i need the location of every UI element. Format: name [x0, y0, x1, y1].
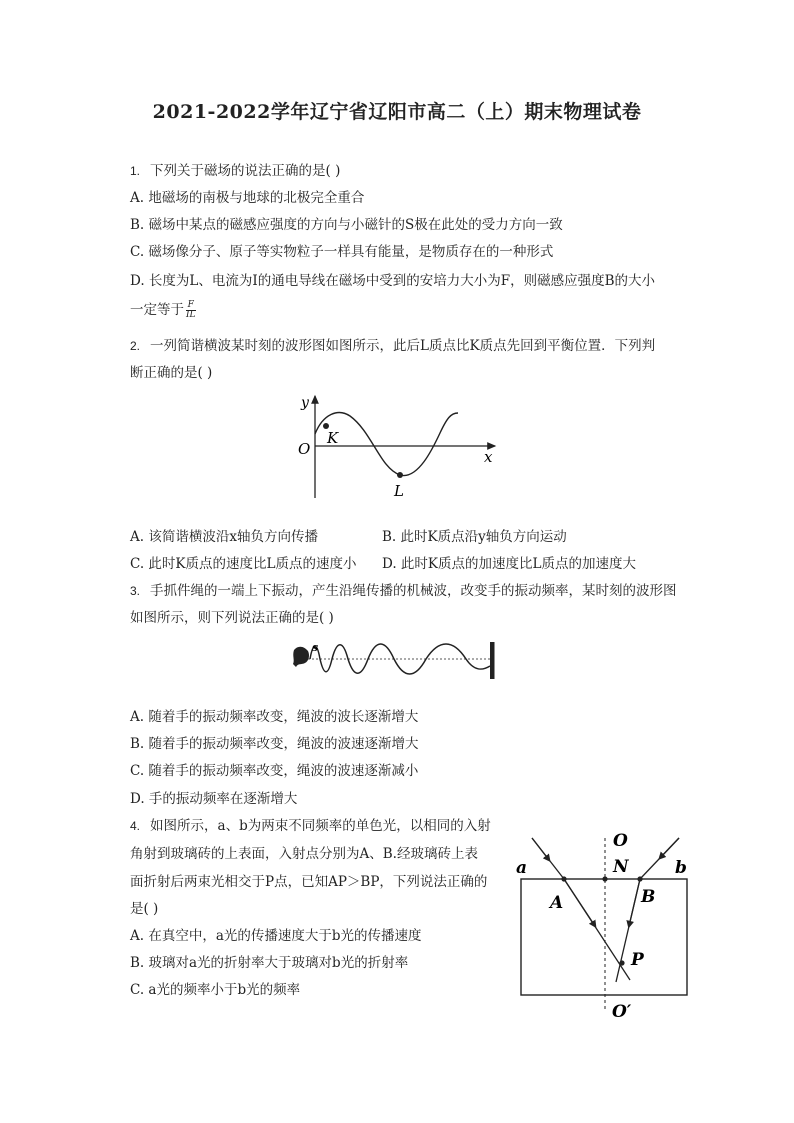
q3-option-c[interactable]: C. 随着手的振动频率改变，绳波的波速逐渐减小 — [130, 763, 419, 779]
q3-stem-line1 — [130, 581, 677, 601]
q4-stem-line1 — [130, 816, 491, 836]
q2-stem-text1: 一列简谐横波某时刻的波形图如图所示，此后L质点比K质点先回到平衡位置．下列判 — [150, 338, 656, 354]
q4-ray-b-refracted-arrow — [629, 879, 640, 926]
fraction-f-over-il — [186, 301, 196, 320]
q2-stem-line2: 断正确的是( ) — [130, 365, 213, 381]
q4-label-o-prime: O′ — [612, 1002, 632, 1020]
q4-point-a — [561, 876, 566, 881]
q4-label-p: P — [631, 950, 644, 970]
q2-option-b[interactable]: B. 此时K质点沿y轴负方向运动 — [382, 529, 567, 545]
q4-option-b[interactable]: B. 玻璃对a光的折射率大于玻璃对b光的折射率 — [130, 955, 409, 971]
q3-number: 3. — [130, 584, 141, 598]
q2-label-l: L — [394, 482, 404, 500]
hand-icon — [293, 647, 309, 667]
q2-option-c[interactable]: C. 此时K质点的速度比L质点的速度小 — [130, 556, 357, 572]
q2-wave-figure — [290, 388, 510, 503]
q4-point-n — [602, 876, 607, 881]
q1-option-b[interactable]: B. 磁场中某点的磁感应强度的方向与小磁针的S极在此处的受力方向一致 — [130, 217, 563, 233]
q2-label-y: y — [301, 395, 309, 411]
q2-label-k: K — [327, 429, 339, 447]
fraction-denominator: IL — [186, 310, 196, 320]
q1-option-c[interactable]: C. 磁场像分子、原子等实物粒子一样具有能量，是物质存在的一种形式 — [130, 244, 554, 260]
q2-label-o: O — [298, 440, 311, 458]
q1-stem-text: 下列关于磁场的说法正确的是( ) — [150, 163, 341, 179]
q4-label-a-point: A — [550, 893, 564, 913]
q2-point-l — [397, 472, 403, 478]
q4-glass-block — [521, 879, 687, 995]
q4-label-b-point: B — [641, 887, 656, 907]
q1-option-a[interactable]: A. 地磁场的南极与地球的北极完全重合 — [130, 190, 365, 206]
q2-option-a[interactable]: A. 该简谐横波沿x轴负方向传播 — [130, 529, 318, 545]
q4-ray-b-arrow — [660, 838, 679, 858]
q3-wall — [490, 642, 495, 679]
q4-number: 4. — [130, 819, 141, 833]
q4-option-c[interactable]: C. a光的频率小于b光的频率 — [130, 982, 301, 998]
q1-option-d[interactable]: D. 长度为L、电流为I的通电导线在磁场中受到的安培力大小为F，则磁感应强度B的大小 — [130, 273, 656, 289]
q2-number: 2. — [130, 339, 141, 353]
fraction-numerator: F — [187, 300, 194, 310]
q4-label-a-beam: a — [516, 858, 528, 878]
q1-option-d-cont — [130, 300, 196, 320]
q1-option-d-tail: 一定等于 — [130, 302, 184, 318]
q2-option-d[interactable]: D. 此时K质点的加速度比L质点的加速度大 — [382, 556, 636, 572]
q2-label-x: x — [484, 448, 493, 466]
q1-stem — [130, 161, 340, 181]
q4-label-o: O — [613, 831, 628, 851]
q4-stem-line3: 面折射后两束光相交于P点，已知AP＞BP，下列说法正确的 — [130, 874, 488, 890]
q4-point-p — [619, 960, 624, 965]
q3-stem-line2: 如图所示，则下列说法正确的是( ) — [130, 610, 334, 626]
q3-label-s: s — [312, 641, 319, 654]
q4-stem-text1: 如图所示，a、b为两束不同频率的单色光，以相同的入射 — [150, 818, 491, 834]
q3-stem-text1: 手抓件绳的一端上下振动，产生沿绳传播的机械波，改变手的振动频率，某时刻的波形图 — [150, 583, 677, 599]
q4-option-a[interactable]: A. 在真空中，a光的传播速度大于b光的传播速度 — [130, 928, 422, 944]
q1-number: 1. — [130, 164, 141, 178]
q3-option-d[interactable]: D. 手的振动频率在逐渐增大 — [130, 791, 298, 807]
exam-title: 2021-2022学年辽宁省辽阳市高二（上）期末物理试卷 — [152, 101, 642, 123]
q4-label-b-beam: b — [675, 858, 687, 878]
q2-stem-line1 — [130, 336, 655, 356]
q4-ray-a-refracted-arrow — [564, 879, 595, 926]
q4-ray-a-arrow — [532, 838, 549, 860]
q3-rope-figure — [290, 636, 505, 686]
q4-stem-line2: 角射到玻璃砖的上表面，入射点分别为A、B.经玻璃砖上表 — [130, 846, 478, 862]
q3-option-a[interactable]: A. 随着手的振动频率改变，绳波的波长逐渐增大 — [130, 709, 419, 725]
q4-stem-line4: 是( ) — [130, 901, 159, 917]
q4-label-n: N — [613, 857, 629, 877]
q3-option-b[interactable]: B. 随着手的振动频率改变，绳波的波速逐渐增大 — [130, 736, 419, 752]
q4-point-b — [637, 876, 642, 881]
q4-glass-figure — [510, 822, 695, 1020]
